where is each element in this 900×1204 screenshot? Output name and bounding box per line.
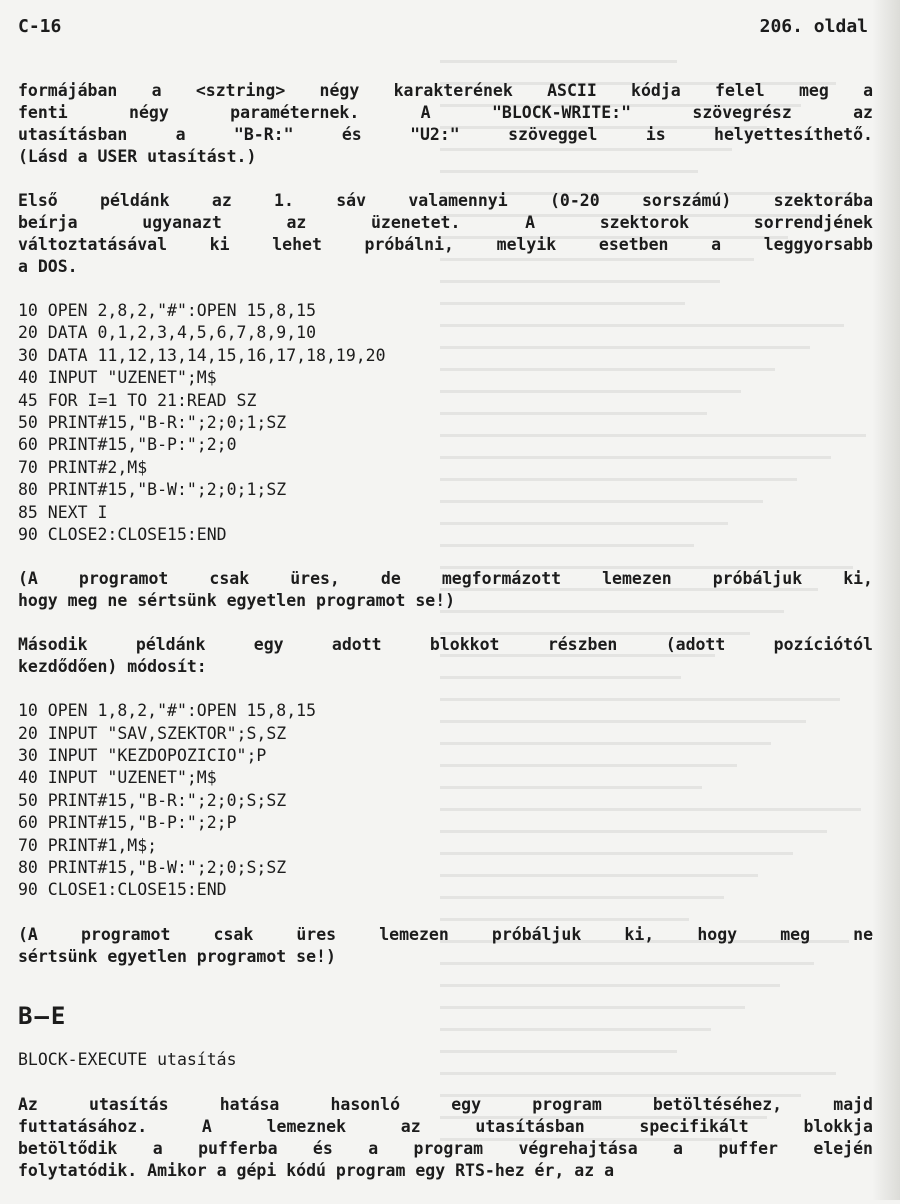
text-line: hogy meg ne sértsünk egyetlen programot se!) [18,591,456,611]
code-line: 30 INPUT "KEZDOPOZICIO";P [18,746,267,766]
code-line: 60 PRINT#15,"B-P:";2;0 [18,435,237,455]
text-line: formájában a <sztring> négy karakterének ASCII kódja felel meg a [18,81,873,100]
text-line: (A programot csak üres, de megformázott lemezen próbáljuk ki, [18,569,873,589]
program-listing-1 [18,300,873,546]
code-line: 60 PRINT#15,"B-P:";2;P [18,813,237,833]
code-line: 45 FOR I=1 TO 21:READ SZ [18,390,257,410]
text-line: Az utasítás hatása hasonló egy program betöltéséhez, majd [18,1094,873,1114]
text-line: kezdődően) módosít: [18,657,207,677]
text-line: sértsünk egyetlen programot se!) [18,946,336,966]
text-line: futtatásához. A lemeznek az utasításban specifikált blokkja [18,1116,873,1136]
warning-paragraph-1 [18,568,873,612]
code-line: 70 PRINT#1,M$; [18,835,158,855]
code-line: 80 PRINT#15,"B-W:";2;0;1;SZ [18,480,287,500]
section-code: B—E [18,1001,68,1030]
code-line: 90 CLOSE1:CLOSE15:END [18,880,227,900]
code-line: 50 PRINT#15,"B-R:";2;0;1;SZ [18,412,287,432]
text-line: utasításban a "B-R:" és "U2:" szöveggel is helyettesíthető. [18,125,873,144]
code-line: 85 NEXT I [18,502,108,522]
intro-paragraph [18,80,873,168]
code-line: 70 PRINT#2,M$ [18,457,148,477]
second-example-paragraph [18,634,873,678]
code-line: 20 INPUT "SAV,SZEKTOR";S,SZ [18,723,287,743]
code-line: 10 OPEN 1,8,2,"#":OPEN 15,8,15 [18,701,317,721]
code-line: 30 DATA 11,12,13,14,15,16,17,18,19,20 [18,345,386,365]
code-line: 80 PRINT#15,"B-W:";2;0;S;SZ [18,858,287,878]
text-line: Második példánk egy adott blokkot részben (adott pozíciótól [18,635,873,655]
section-title: BLOCK-EXECUTE utasítás [18,1049,237,1069]
code-line: 50 PRINT#15,"B-R:";2;0;S;SZ [18,790,287,810]
first-example-paragraph [18,190,873,278]
text-line: Első példánk az 1. sáv valamennyi (0-20 sorszámú) szektorába [18,191,873,210]
page-number: 206. oldal [759,16,868,37]
code-line: 10 OPEN 2,8,2,"#":OPEN 15,8,15 [18,301,317,320]
block-execute-paragraph [18,1094,873,1182]
text-line: fenti négy paraméternek. A "BLOCK-WRITE:" szövegrész az [18,103,873,122]
code-line: 40 INPUT "UZENET";M$ [18,768,217,788]
text-line: folytatódik. Amikor a gépi kódú program egy RTS-hez ér, az a [18,1160,615,1180]
program-listing-2 [18,700,873,902]
text-line: betöltődik a pufferba és a program végrehajtása a puffer elején [18,1138,873,1158]
text-line: (A programot csak üres lemezen próbáljuk ki, hogy meg ne [18,924,873,944]
text-line: változtatásával ki lehet próbálni, melyik esetben a leggyorsabb [18,235,873,254]
code-line: 90 CLOSE2:CLOSE15:END [18,524,227,544]
text-line: (Lásd a USER utasítást.) [18,147,257,166]
page-body [18,80,873,1204]
chapter-code: C-16 [18,16,62,37]
page-header [18,16,868,42]
code-line: 20 DATA 0,1,2,3,4,5,6,7,8,9,10 [18,323,317,343]
text-line: a DOS. [18,257,78,276]
page-edge-shadow [872,0,900,1200]
warning-paragraph-2 [18,924,873,968]
bleed-line [440,60,677,63]
code-line: 40 INPUT "UZENET";M$ [18,368,217,388]
text-line: beírja ugyanazt az üzenetet. A szektorok sorrendjének [18,213,873,232]
